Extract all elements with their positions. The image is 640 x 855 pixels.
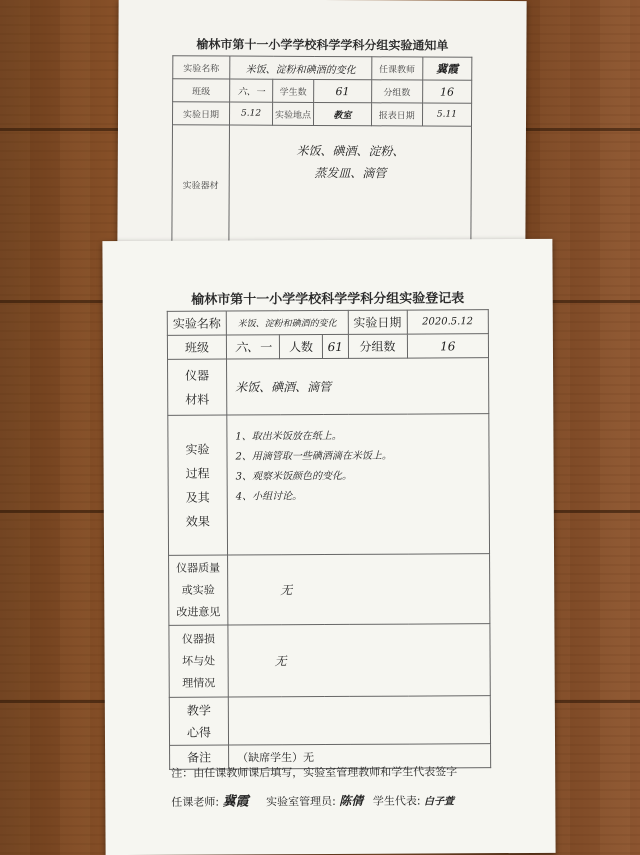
reg-materials-value: 米饭、碘酒、滴管 — [227, 358, 489, 415]
process-step: 4、小组讨论。 — [235, 491, 303, 503]
reg-date-label: 实验日期 — [348, 310, 407, 334]
class-label: 班级 — [173, 79, 230, 102]
reg-materials-label — [168, 359, 227, 415]
reg-quality-label-2: 或实验 — [181, 583, 215, 597]
teacher-sign-label: 任课老师: — [171, 795, 220, 809]
student-signature: 白子萱 — [423, 796, 455, 808]
process-step: 3、观察米饭颜色的变化。 — [235, 470, 353, 483]
materials-cell — [229, 125, 472, 245]
report-date-value: 5.11 — [422, 103, 471, 126]
place-label: 实验地点 — [272, 102, 313, 125]
class-value: 六、一 — [230, 79, 273, 102]
register-row-process — [168, 414, 490, 556]
register-row-class — [167, 334, 488, 360]
reg-quality-value: 无 — [228, 554, 490, 625]
reg-name-label: 实验名称 — [167, 311, 226, 335]
reg-date-value: 2020.5.12 — [407, 310, 489, 334]
admin-signature: 陈倩 — [339, 793, 364, 808]
materials-label: 实验器材 — [172, 125, 230, 244]
reg-damage-label — [169, 625, 228, 697]
reg-class-label: 班级 — [167, 335, 226, 359]
reg-materials-label-2: 材料 — [185, 392, 210, 407]
reg-process-label-4: 效果 — [185, 514, 210, 529]
reg-reflection-label-2: 心得 — [186, 725, 212, 740]
reg-quality-label-3: 改进意见 — [176, 605, 221, 619]
students-value: 61 — [314, 79, 372, 102]
reg-damage-label-1: 仪器损 — [181, 632, 216, 646]
admin-sign-label: 实验室管理员: — [266, 794, 336, 809]
notice-row-date — [172, 102, 471, 127]
register-row-quality — [169, 554, 490, 626]
notice-title: 榆林市第十一小学学校科学学科分组实验通知单 — [196, 37, 449, 53]
notice-sheet — [117, 0, 526, 249]
teacher-value: 冀霞 — [422, 57, 471, 80]
signature-line — [171, 789, 454, 809]
notice-row-class — [173, 79, 472, 104]
experiment-name-label: 实验名称 — [173, 56, 230, 79]
process-step: 2、用滴管取一些碘酒滴在米饭上。 — [235, 450, 392, 463]
reg-quality-label — [169, 555, 228, 625]
reg-process-label-3: 及其 — [185, 490, 210, 505]
reg-materials-label-1: 仪器 — [185, 368, 210, 383]
teacher-signature: 冀霞 — [222, 794, 249, 810]
register-table — [167, 309, 491, 770]
reg-reflection-label — [169, 697, 228, 745]
materials-line-1: 米饭、碘酒、淀粉、 — [296, 143, 405, 159]
groups-label: 分组数 — [371, 80, 422, 103]
date-label: 实验日期 — [172, 102, 229, 125]
notice-table — [171, 55, 472, 246]
date-value: 5.12 — [229, 102, 272, 125]
reg-process-label-1: 实验 — [185, 442, 210, 457]
report-date-label: 报表日期 — [371, 103, 422, 126]
reg-damage-label-2: 坏与处 — [182, 654, 216, 668]
place-value: 教室 — [313, 102, 371, 125]
register-title: 榆林市第十一小学学校科学学科分组实验登记表 — [191, 291, 465, 308]
register-row-materials — [168, 358, 489, 416]
register-row-reflection — [169, 696, 490, 746]
student-sign-label: 学生代表: — [372, 794, 421, 808]
reg-groups-value: 16 — [407, 334, 489, 358]
students-label: 学生数 — [273, 79, 314, 102]
reg-name-value: 米饭、淀粉和碘酒的变化 — [226, 310, 348, 335]
reg-damage-value: 无 — [228, 624, 490, 697]
reg-damage-label-3: 理情况 — [182, 676, 216, 690]
reg-class-value: 六、一 — [226, 335, 279, 359]
register-row-name — [167, 310, 488, 336]
materials-line-2: 蒸发皿、滴管 — [314, 165, 387, 181]
experiment-name-value: 米饭、淀粉和碘酒的变化 — [230, 56, 372, 80]
register-row-damage — [169, 624, 490, 698]
notice-row-materials — [172, 125, 472, 246]
reg-count-label: 人数 — [279, 335, 322, 359]
reg-count-value: 61 — [322, 334, 348, 358]
reg-reflection-label-1: 教学 — [186, 703, 211, 718]
reg-remark-value: （缺席学生）无 — [229, 744, 491, 769]
groups-value: 16 — [422, 80, 471, 103]
notice-row-name — [173, 56, 472, 81]
register-sheet — [102, 239, 555, 855]
reg-reflection-value — [228, 696, 490, 745]
reg-groups-label: 分组数 — [348, 334, 407, 358]
reg-remark-label: 备注 — [170, 745, 229, 769]
teacher-label: 任课教师 — [371, 57, 422, 80]
reg-process-steps — [227, 414, 490, 555]
reg-process-label — [168, 415, 228, 555]
reg-process-label-2: 过程 — [185, 466, 210, 481]
register-note: 注：由任课教师课后填写，实验室管理教师和学生代表签字 — [171, 765, 458, 780]
reg-quality-label-1: 仪器质量 — [176, 561, 221, 575]
process-step: 1、取出米饭放在纸上。 — [235, 430, 342, 443]
